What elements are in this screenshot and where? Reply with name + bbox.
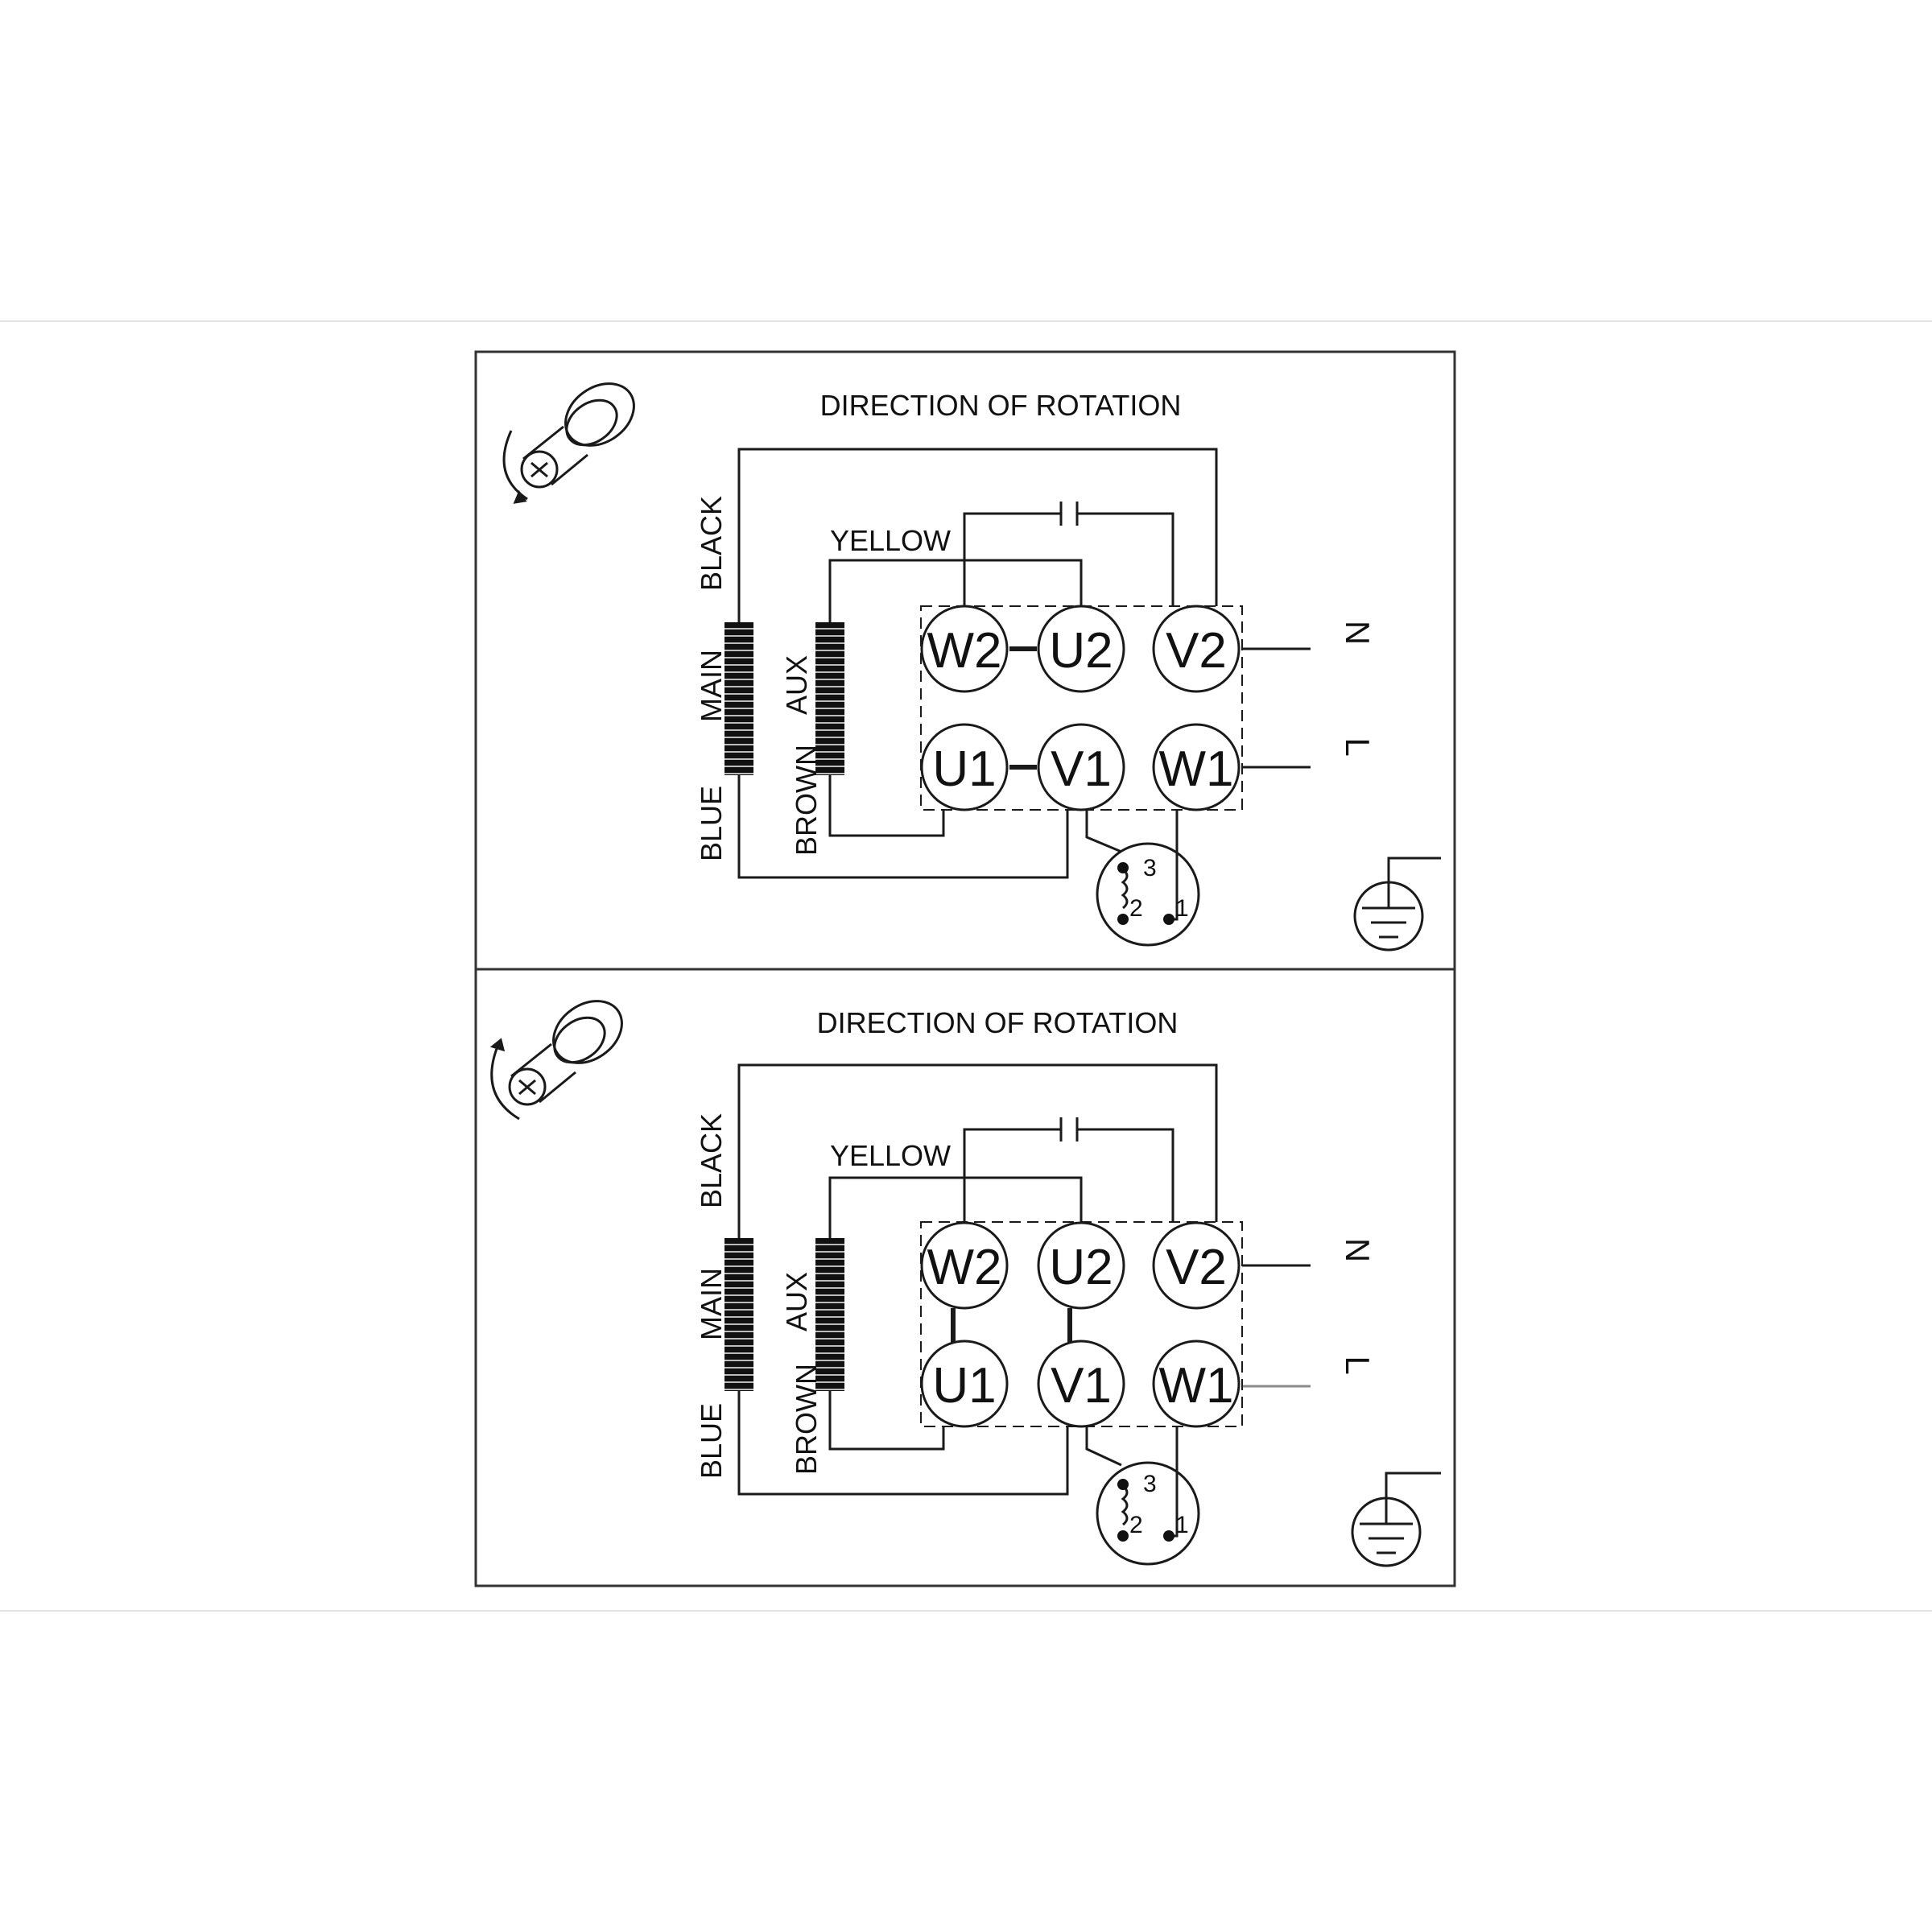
label-black: BLACK (695, 495, 728, 592)
label-yellow: YELLOW (829, 524, 952, 557)
protector-pin-2: 2 (1129, 895, 1143, 922)
panel-rotation-2 (492, 989, 1441, 1566)
label-brown: BROWN (790, 1364, 823, 1475)
main-winding (724, 622, 753, 775)
shaft-rotation-icon (504, 371, 646, 502)
label-supply-l: L (1339, 737, 1377, 757)
label-blue: BLUE (695, 785, 728, 862)
terminal-w2: W2 (927, 623, 1002, 679)
terminal-u2: U2 (1049, 1240, 1113, 1295)
ground-icon (1355, 858, 1441, 950)
ground-icon (1352, 1473, 1441, 1566)
terminal-v2: V2 (1166, 623, 1227, 679)
terminal-w2: W2 (927, 1240, 1002, 1295)
label-supply-n: N (1339, 620, 1377, 646)
terminal-u1: U1 (932, 741, 997, 797)
label-black: BLACK (695, 1113, 728, 1209)
label-aux: AUX (780, 1271, 813, 1332)
label-main: MAIN (695, 1268, 728, 1340)
terminal-v1: V1 (1051, 741, 1112, 797)
terminal-u1: U1 (932, 1358, 997, 1414)
terminal-w1: W1 (1158, 1358, 1234, 1414)
terminal-w1: W1 (1158, 741, 1234, 797)
label-yellow: YELLOW (829, 1139, 952, 1172)
protector-pin-1: 1 (1175, 1512, 1189, 1538)
label-main: MAIN (695, 650, 728, 722)
label-aux: AUX (780, 654, 813, 716)
protector-pin-2: 2 (1129, 1512, 1143, 1538)
label-supply-l: L (1339, 1356, 1377, 1375)
label-supply-n: N (1339, 1237, 1377, 1263)
terminal-v2: V2 (1166, 1240, 1227, 1295)
shaft-rotation-icon (492, 989, 634, 1119)
terminal-u2: U2 (1049, 623, 1113, 679)
main-winding (724, 1238, 753, 1391)
protector-pin-3: 3 (1143, 1471, 1157, 1497)
panel-rotation-1 (504, 371, 1441, 950)
panel-title: DIRECTION OF ROTATION (819, 389, 1182, 422)
panel-title: DIRECTION OF ROTATION (816, 1006, 1179, 1039)
label-brown: BROWN (790, 745, 823, 856)
protector-pin-3: 3 (1143, 855, 1157, 881)
protector-pin-1: 1 (1175, 895, 1189, 922)
label-blue: BLUE (695, 1402, 728, 1480)
terminal-v1: V1 (1051, 1358, 1112, 1414)
